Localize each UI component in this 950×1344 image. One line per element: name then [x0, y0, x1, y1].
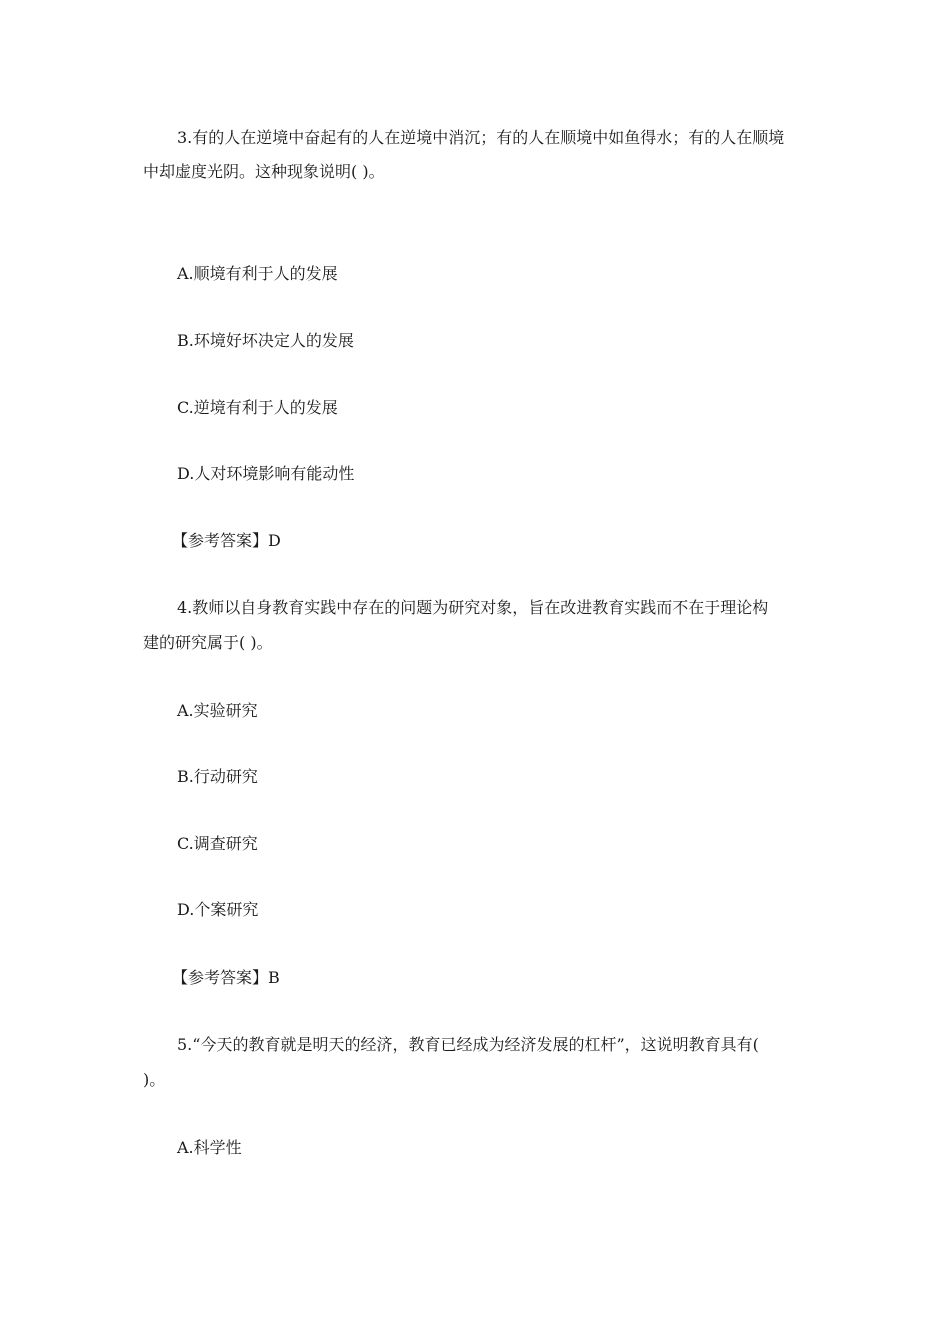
question-5-option-a: A.科学性 — [177, 1138, 242, 1157]
question-5-stem-line-1: 5.“今天的教育就是明天的经济，教育已经成为经济发展的杠杆”，这说明教育具有( — [177, 1035, 759, 1054]
question-3-stem-line-1: 3.有的人在逆境中奋起有的人在逆境中消沉；有的人在顺境中如鱼得水；有的人在顺境 — [177, 128, 785, 147]
question-4-option-d: D.个案研究 — [177, 900, 259, 919]
question-5-stem-line-2: )。 — [143, 1070, 166, 1089]
question-4-stem-line-1: 4.教师以自身教育实践中存在的问题为研究对象，旨在改进教育实践而不在于理论构 — [177, 598, 769, 617]
question-3-option-c: C.逆境有利于人的发展 — [177, 398, 338, 417]
question-4-option-c: C.调查研究 — [177, 834, 258, 853]
question-3-answer: 【参考答案】D — [172, 531, 281, 550]
question-4-option-b: B.行动研究 — [177, 767, 258, 786]
question-3-option-b: B.环境好坏决定人的发展 — [177, 331, 354, 350]
question-4-option-a: A.实验研究 — [177, 701, 258, 720]
question-4-stem-line-2: 建的研究属于( )。 — [143, 633, 273, 652]
question-3-stem-line-2: 中却虚度光阴。这种现象说明( )。 — [143, 162, 385, 181]
question-3-option-d: D.人对环境影响有能动性 — [177, 464, 355, 483]
question-4-answer: 【参考答案】B — [172, 968, 280, 987]
question-3-option-a: A.顺境有利于人的发展 — [177, 264, 338, 283]
